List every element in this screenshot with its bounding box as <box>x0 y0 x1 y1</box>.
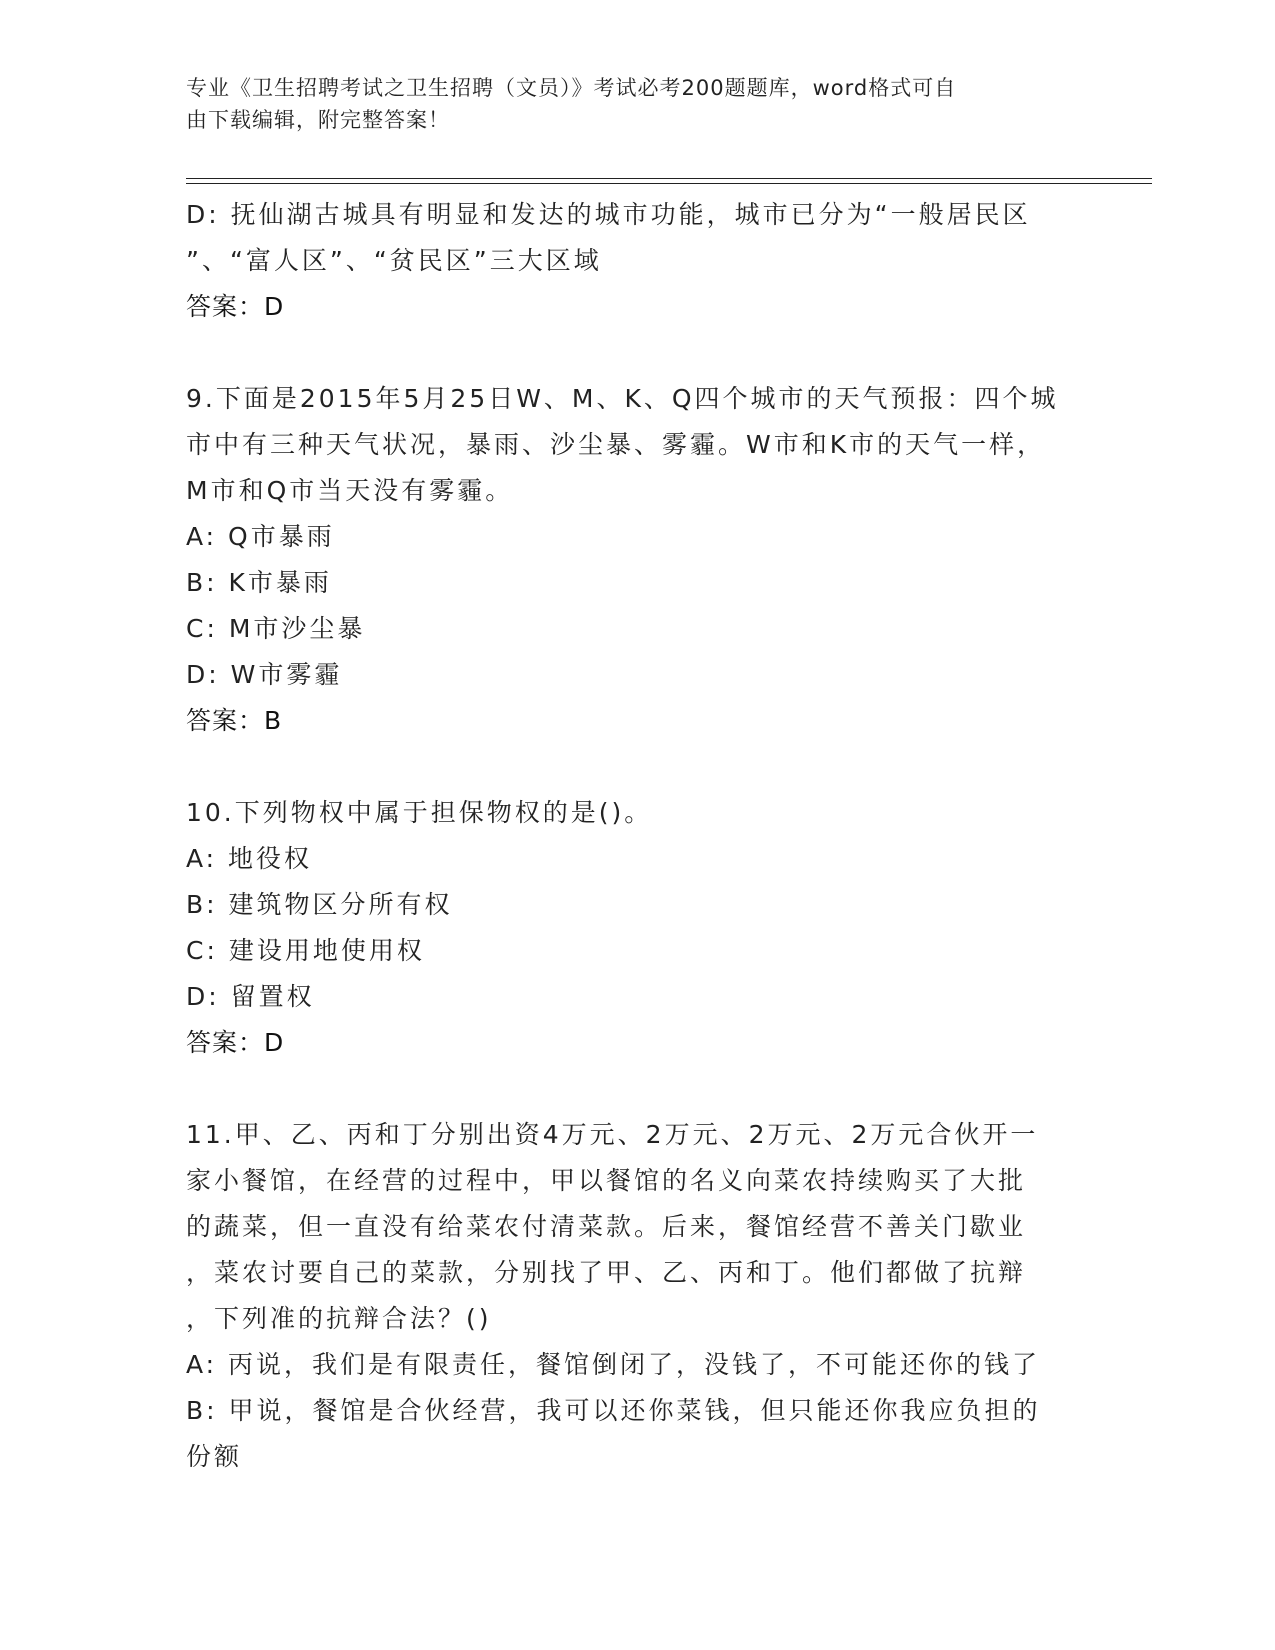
option-b-continued: 份额 <box>186 1442 243 1471</box>
previous-question-tail <box>186 192 1086 330</box>
option-c: C: 建设用地使用权 <box>186 936 425 965</box>
question-stem-line: 家小餐馆，在经营的过程中，甲以餐馆的名义向菜农持续购买了大批 <box>186 1166 1027 1195</box>
question-stem-line: 9.下面是2015年5月25日W、M、K、Q四个城市的天气预报：四个城 <box>186 384 1059 413</box>
option-d: D: W市雾霾 <box>186 660 343 689</box>
header-divider-bottom <box>186 183 1152 184</box>
question-stem-line: M市和Q市当天没有雾霾。 <box>186 476 514 505</box>
answer-line: 答案：D <box>186 1028 285 1057</box>
header-line-1: 专业《卫生招聘考试之卫生招聘（文员）》考试必考200题题库，word格式可自 <box>186 76 957 100</box>
question-stem-line: ，菜农讨要自己的菜款，分别找了甲、乙、丙和丁。他们都做了抗辩 <box>186 1258 1027 1287</box>
option-c: C: M市沙尘暴 <box>186 614 366 643</box>
answer-line: 答案：B <box>186 706 283 735</box>
question-stem-line: 10.下列物权中属于担保物权的是()。 <box>186 798 653 827</box>
question-stem-line: 11.甲、乙、丙和丁分别出资4万元、2万元、2万元、2万元合伙开一 <box>186 1120 1039 1149</box>
option-b: B: 建筑物区分所有权 <box>186 890 453 919</box>
document-header <box>186 72 1066 136</box>
question-list <box>186 192 1086 1480</box>
option-d-continued: ”、“富人区”、“贫民区”三大区域 <box>186 246 602 275</box>
question-10 <box>186 790 1086 1066</box>
option-b: B: K市暴雨 <box>186 568 332 597</box>
question-11 <box>186 1112 1086 1480</box>
option-d: D: 抚仙湖古城具有明显和发达的城市功能，城市已分为“一般居民区 <box>186 200 1031 229</box>
option-b: B: 甲说，餐馆是合伙经营，我可以还你菜钱，但只能还你我应负担的 <box>186 1396 1041 1425</box>
header-divider-top <box>186 178 1152 179</box>
option-d: D: 留置权 <box>186 982 315 1011</box>
answer-line: 答案：D <box>186 292 285 321</box>
question-stem-line: ，下列准的抗辩合法？() <box>186 1304 492 1333</box>
option-a: A: 丙说，我们是有限责任，餐馆倒闭了，没钱了，不可能还你的钱了 <box>186 1350 1041 1379</box>
question-stem-line: 的蔬菜，但一直没有给菜农付清菜款。后来，餐馆经营不善关门歇业 <box>186 1212 1027 1241</box>
question-stem-line: 市中有三种天气状况，暴雨、沙尘暴、雾霾。W市和K市的天气一样， <box>186 430 1046 459</box>
option-a: A: 地役权 <box>186 844 313 873</box>
header-line-2: 由下载编辑，附完整答案！ <box>186 108 450 132</box>
question-9 <box>186 376 1086 744</box>
option-a: A: Q市暴雨 <box>186 522 335 551</box>
